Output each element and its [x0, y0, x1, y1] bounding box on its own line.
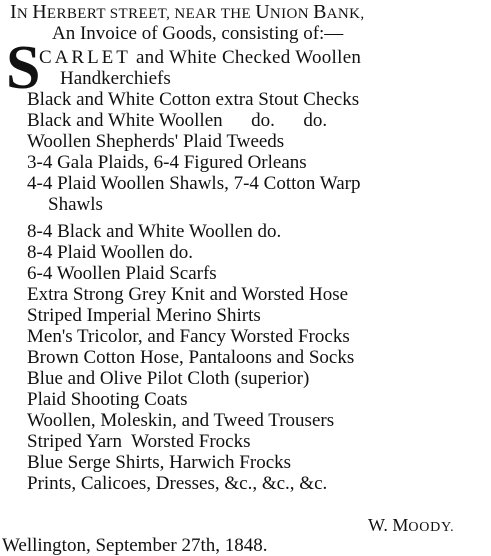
heading-text-middle: ERBERT STREET, NEAR THE — [46, 6, 256, 22]
heading-text-n: N — [16, 6, 33, 22]
heading-cap-h: H — [32, 1, 47, 23]
heading-text-nion: NION — [269, 6, 314, 22]
heading-text-end: ANK, — [326, 6, 365, 22]
signature — [368, 515, 454, 538]
list-item: Plaid Shooting Coats — [27, 389, 188, 410]
heading-cap-u: U — [255, 1, 270, 23]
heading-cap-i: I — [10, 1, 17, 23]
list-item: Extra Strong Grey Knit and Worsted Hose — [27, 284, 349, 305]
first-item-line — [39, 47, 361, 68]
list-item: Prints, Calicoes, Dresses, &c., &c., &c. — [27, 473, 328, 494]
dateline: Wellington, September 27th, 1848. — [2, 535, 268, 556]
list-item: Blue Serge Shirts, Harwich Frocks — [27, 452, 292, 473]
list-item-continuation: Shawls — [48, 194, 103, 215]
list-item: Brown Cotton Hose, Pantaloons and Socks — [27, 347, 355, 368]
first-item-continuation: Handkerchiefs — [60, 68, 171, 89]
first-item-rest: and White Checked Woollen — [130, 47, 362, 68]
signature-initial: W. M — [368, 515, 409, 535]
list-item: 4-4 Plaid Woollen Shawls, 7-4 Cotton Warp — [27, 173, 361, 194]
list-item: Striped Imperial Merino Shirts — [27, 305, 261, 326]
list-item: Striped Yarn Worsted Frocks — [27, 431, 251, 452]
signature-surname: OODY. — [408, 520, 455, 535]
list-item: 8-4 Black and White Woollen do. — [27, 221, 282, 242]
first-item-caps: CARLET — [39, 47, 131, 68]
list-item: 8-4 Plaid Woollen do. — [27, 242, 193, 263]
notice-heading — [10, 2, 365, 25]
list-item: Blue and Olive Pilot Cloth (superior) — [27, 368, 310, 389]
list-item: Woollen Shepherds' Plaid Tweeds — [27, 131, 285, 152]
list-item: Black and White Cotton extra Stout Checks — [27, 89, 360, 110]
drop-cap-letter: S — [6, 34, 41, 102]
heading-cap-b: B — [313, 1, 327, 23]
list-item: 3-4 Gala Plaids, 6-4 Figured Orleans — [27, 152, 307, 173]
notice-subheading: An Invoice of Goods, consisting of:— — [52, 23, 344, 44]
list-item: 6-4 Woollen Plaid Scarfs — [27, 263, 217, 284]
list-item: Men's Tricolor, and Fancy Worsted Frocks — [27, 326, 350, 347]
list-item: Black and White Woollen do. do. — [27, 110, 328, 131]
list-item: Woollen, Moleskin, and Tweed Trousers — [27, 410, 335, 431]
